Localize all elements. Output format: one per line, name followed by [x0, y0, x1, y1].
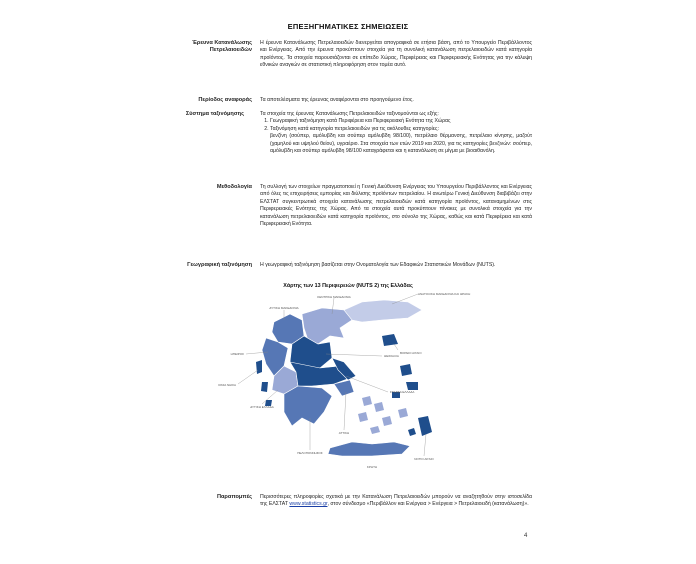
- classification-label: Σύστημα ταξινόμησης: [185, 111, 244, 117]
- map-label-emth: ΑΝΑΤΟΛΙΚΗ ΜΑΚΕΔΟΝΙΑ ΚΑΙ ΘΡΑΚΗ: [418, 292, 471, 296]
- leader-thessalia: [326, 354, 382, 356]
- leader-attiki: [344, 392, 346, 430]
- map-label-ipiros: ΗΠΕΙΡΟΣ: [230, 352, 244, 356]
- region-naigaio-3: [358, 412, 368, 422]
- map-label-vaigaio: ΒΟΡΕΙΟ ΑΙΓΑΙΟ: [400, 351, 422, 355]
- survey-label: Έρευνα Κατανάλωσης Πετρελαιοειδών: [192, 40, 252, 54]
- references-text: [260, 494, 532, 509]
- region-naigaio-8: [370, 426, 380, 434]
- region-ionia-1: [256, 360, 262, 374]
- map-label-kmak: ΚΕΝΤΡΙΚΗ ΜΑΚΕΔΟΝΙΑ: [317, 295, 351, 299]
- page-title: ΕΠΕΞΗΓΗΜΑΤΙΚΕΣ ΣΗΜΕΙΩΣΕΙΣ: [287, 22, 409, 31]
- region-kriti: [328, 442, 410, 456]
- leader-naigaio: [424, 434, 426, 456]
- classification-list: [260, 118, 532, 133]
- references-text-after: , στον σύνδεσμο «Περιβάλλον και Ενέργεια > Ενέργεια > Πετρελαιοειδή (κατανάλωση)».: [327, 501, 529, 508]
- geographic-label: Γεωγραφική ταξινόμηση: [187, 262, 252, 268]
- map-label-dmak: ΔΥΤΙΚΗ ΜΑΚΕΔΟΝΙΑ: [269, 306, 299, 310]
- map-label-ionia: ΙΟΝΙΑ ΝΗΣΙΑ: [218, 383, 236, 387]
- region-peloponnisos: [284, 386, 332, 426]
- map-label-delada: ΔΥΤΙΚΗ ΕΛΛΑΔΑ: [250, 405, 274, 409]
- region-vaigaio-1: [382, 334, 398, 346]
- map-label-naigaio: ΝΟΤΙΟ ΑΙΓΑΙΟ: [414, 457, 434, 461]
- map-title: Χάρτης των 13 Περιφερειών (NUTS 2) της Ελλάδας: [283, 283, 413, 289]
- elstat-link[interactable]: www.statistics.gr: [289, 501, 328, 508]
- classification-item: 1. Γεωγραφική ταξινόμηση κατά Περιφέρεια και Περιφερειακή Ενότητα της Χώρας: [270, 118, 532, 125]
- greece-regions-map: [218, 292, 472, 478]
- region-naigaio-1: [362, 396, 372, 406]
- map-label-thessalia: ΘΕΣΣΑΛΙΑ: [384, 354, 399, 358]
- map-svg: [218, 292, 472, 478]
- leader-ionia: [238, 370, 258, 384]
- region-naigaio-4: [382, 416, 392, 426]
- region-kmak: [302, 308, 352, 344]
- references-label: Παραπομπές: [216, 494, 252, 500]
- period-text: Τα αποτελέσματα της έρευνας αναφέρονται στο προηγούμενο έτος.: [260, 97, 414, 103]
- classification-intro: Τα στοιχεία της έρευνας Κατανάλωσης Πετρελαιοειδών ταξινομούνται ως εξής:: [260, 111, 439, 117]
- map-label-sterea: ΣΤΕΡΕΑ ΕΛΛΑΔΑ: [390, 390, 415, 394]
- geographic-text: Η γεωγραφική ταξινόμηση βασίζεται στην Ονοματολογία των Εδαφικών Στατιστικών Μονάδων (NUTS).: [260, 262, 496, 268]
- region-naigaio-5: [398, 408, 408, 418]
- references-text-before: Περισσότερες πληροφορίες σχετικά με την Κατανάλωση Πετρελαιοειδών μπορούν να αναζητηθούν στην ιστοσελίδα της ΕΛΣΤΑΤ: [260, 494, 532, 508]
- region-naigaio-7: [408, 428, 416, 436]
- region-vaigaio-2: [400, 364, 412, 376]
- methodology-label: Μεθοδολογία: [216, 184, 252, 190]
- leader-vaigaio: [394, 344, 398, 350]
- region-naigaio-2: [374, 402, 384, 412]
- region-vaigaio-3: [406, 382, 418, 390]
- map-label-kriti: ΚΡΗΤΗ: [366, 465, 378, 469]
- region-naigaio-6: [418, 416, 432, 436]
- region-emth: [344, 300, 422, 322]
- classification-item: 2. Ταξινόμηση κατά κατηγορία πετρελαιοειδών για τις ακόλουθες κατηγορίες:: [270, 126, 532, 133]
- classification-text: [260, 111, 532, 155]
- map-label-attiki: ΑΤΤΙΚΗ: [338, 431, 350, 435]
- classification-detail: βενζίνη (σούπερ, αμόλυβδη και σούπερ αμόλυβδη 98/100), πετρέλαιο θέρμανσης, πετρέλαιο κίνησης, μαζούτ (χαμηλού και υψηλού θείου), υγραέριο. Στα στοιχεία των ετών 2019 και 2020, για τις κατηγορίες βενζινών: σούπερ, αμόλυβδη και σούπερ αμόλυβδη 98/100 καταγράφεται και η κατανάλωση σε μίγμα με βιοαιθανόλη.: [270, 133, 532, 155]
- region-ionia-2: [261, 382, 268, 392]
- map-label-peloponnisos: ΠΕΛΟΠΟΝΝΗΣΟΣ: [297, 451, 323, 455]
- survey-text: Η έρευνα Κατανάλωσης Πετρελαιοειδών διενεργείται απογραφικά σε ετήσια βάση, από το Υπουργείο Περιβάλλοντος και Ενέργειας. Από την έρευνα προκύπτουν στοιχεία για τη συνολική κατανάλωση πετρελαιοειδών κατά κατηγορία προϊόντος. Τα στοιχεία παρουσιάζονται σε επίπεδο Χώρας, Περιφέρειας και Περιφερειακής Ενότητας για την κάλυψη εθνικών αναγκών σε στατιστική πληροφόρηση στον τομέα αυτό.: [260, 40, 532, 69]
- page-number: 4: [524, 533, 528, 539]
- period-label: Περίοδος αναφοράς: [198, 97, 252, 103]
- methodology-text: Τη συλλογή των στοιχείων πραγματοποιεί η Γενική Διεύθυνση Ενέργειας του Υπουργείου Περιβάλλοντος και Ενέργειας από όλες τις επιχειρήσεις εμπορίας και διύλισης προϊόντων πετρελαίου. Η ανωτέρω Γενική Διεύθυνση διαβιβάζει στην ΕΛΣΤΑΤ συγκεντρωτικά στοιχεία κατανάλωσης πετρελαιοειδών κατά κατηγορία προϊόντος, καταναμημένων στις Περιφερειακές Ενότητες της Χώρας. Από τα στοιχεία αυτά προκύπτουν πίνακες με συνολικά στοιχεία για την κατανάλωση πετρελαιοειδών κατά κατηγορία προϊόντος, στο σύνολο της Χώρας, καθώς και κατά Περιφέρεια και κατά Περιφερειακή Ενότητα.: [260, 184, 532, 228]
